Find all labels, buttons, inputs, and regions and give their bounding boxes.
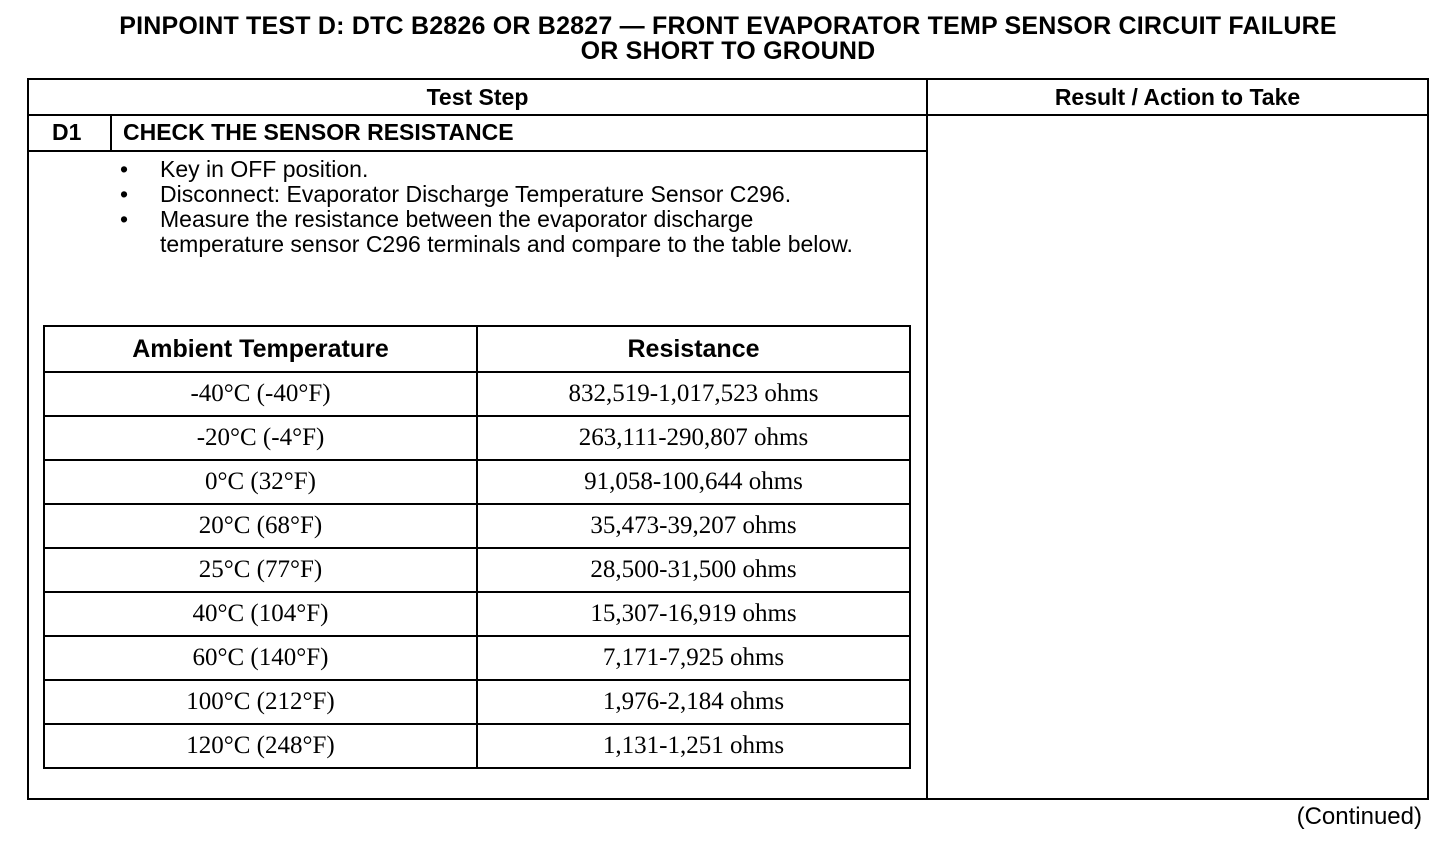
step-id-divider [110, 114, 112, 151]
temperature-cell: -20°C (-4°F) [44, 416, 477, 460]
table-row [44, 636, 910, 680]
resistance-cell: 1,976-2,184 ohms [477, 680, 910, 724]
instruction-item [120, 157, 910, 182]
document-title-line-1: PINPOINT TEST D: DTC B2826 OR B2827 — FRONT EVAPORATOR TEMP SENSOR CIRCUIT FAILURE [119, 12, 1337, 40]
temperature-cell: 0°C (32°F) [44, 460, 477, 504]
table-header-resistance: Resistance [477, 326, 910, 372]
temperature-cell: 60°C (140°F) [44, 636, 477, 680]
instruction-text: Disconnect: Evaporator Discharge Temperature Sensor C296. [160, 181, 792, 207]
header-divider [27, 114, 1429, 116]
table-row [44, 416, 910, 460]
step-id: D1 [52, 119, 82, 145]
column-divider [926, 78, 928, 800]
instruction-text: Key in OFF position. [160, 156, 369, 182]
resistance-cell: 832,519-1,017,523 ohms [477, 372, 910, 416]
table-row [44, 724, 910, 768]
document-title-line-2: OR SHORT TO GROUND [580, 37, 876, 65]
bullet-marker: • [120, 181, 129, 207]
temperature-cell: 20°C (68°F) [44, 504, 477, 548]
resistance-cell: 28,500-31,500 ohms [477, 548, 910, 592]
instruction-item [120, 207, 910, 257]
resistance-cell: 1,131-1,251 ohms [477, 724, 910, 768]
instruction-item [120, 182, 910, 207]
document-title [0, 14, 1456, 64]
step-instructions [120, 157, 910, 257]
column-header-result-action: Result / Action to Take [1054, 84, 1301, 110]
temperature-cell: 120°C (248°F) [44, 724, 477, 768]
table-row [44, 548, 910, 592]
resistance-cell: 35,473-39,207 ohms [477, 504, 910, 548]
instruction-text: Measure the resistance between the evaporator discharge temperature sensor C296 terminals and compare to the table below. [160, 206, 853, 257]
resistance-cell: 263,111-290,807 ohms [477, 416, 910, 460]
resistance-cell: 7,171-7,925 ohms [477, 636, 910, 680]
bullet-marker: • [120, 206, 129, 232]
resistance-cell: 15,307-16,919 ohms [477, 592, 910, 636]
table-row [44, 460, 910, 504]
temperature-cell: -40°C (-40°F) [44, 372, 477, 416]
bullet-marker: • [120, 156, 129, 182]
table-row [44, 680, 910, 724]
continued-note: (Continued) [1296, 803, 1422, 830]
table-row [44, 372, 910, 416]
column-header-test-step: Test Step [426, 84, 529, 110]
table-header-row [44, 326, 910, 372]
step-title: CHECK THE SENSOR RESISTANCE [123, 119, 514, 145]
temperature-cell: 100°C (212°F) [44, 680, 477, 724]
resistance-cell: 91,058-100,644 ohms [477, 460, 910, 504]
step-title-divider [27, 150, 927, 152]
temperature-cell: 40°C (104°F) [44, 592, 477, 636]
resistance-table [43, 325, 911, 769]
table-header-ambient-temperature: Ambient Temperature [44, 326, 477, 372]
temperature-cell: 25°C (77°F) [44, 548, 477, 592]
table-row [44, 504, 910, 548]
table-row [44, 592, 910, 636]
